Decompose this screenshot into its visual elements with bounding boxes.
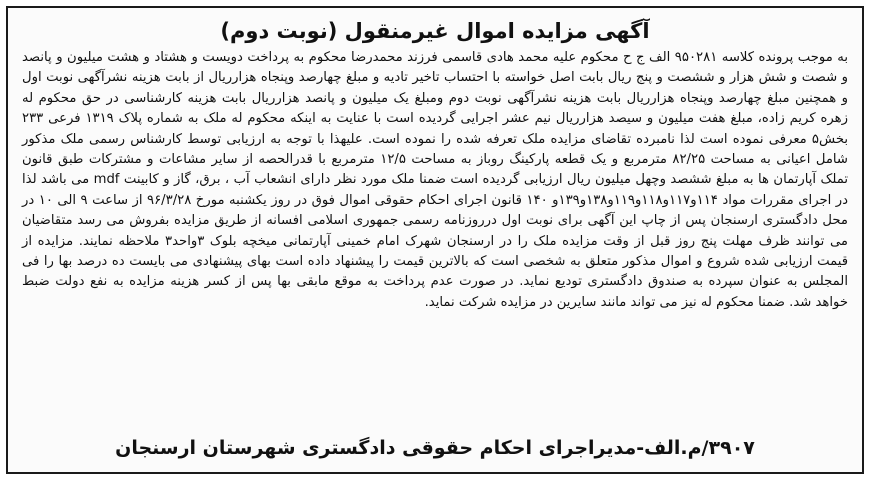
auction-notice — [6, 6, 864, 474]
notice-footer-signature: ۳۹۰۷/م.الف-مدیراجرای احکام حقوقی دادگستری شهرستان ارسنجان — [115, 437, 755, 459]
notice-body: به موجب پرونده کلاسه ۹۵۰۲۸۱ الف ج ح محکوم علیه محمد هادی قاسمی فرزند محمدرضا محکوم به پرداخت دویست و هشتاد و هشت میلیون و پانصد و شصت و شش هزار و ششصت و پنج ریال بابت اصل خواسته با احتساب تاخیر تادیه و مبلغ چهارصد وپنجاه هزارریال از بابت هزینه نشرآگهی نوبت اول و همچنین مبلغ چهارصد وپنجاه هزارریال بابت هزینه نشرآگهی نوبت دوم ومبلغ یک میلیون و پانصد هزارریال بابت هزینه کارشناسی در حق محکوم له زهره کریم زاده، مبلغ هفت میلیون و سیصد هزارریال نیم عشر اجرایی گردیده است با عنایت به اینکه محکوم له ملک به شماره پلاک ۱۳۱۹ فرعی ۲۳۳ بخش۵ معرفی نموده است لذا نامبرده تقاضای مزایده ملک تعرفه شده را نموده است. علیهذا با توجه به ارزیابی توسط کارشناس رسمی ملک مذکور شامل اعیانی به مساحت ۸۲/۲۵ مترمربع و یک قطعه پارکینگ روباز به مساحت ۱۲/۵ مترمربع با قدرالحصه از سایر مشاعات و مشترکات طبق قانون تملک آپارتمان ها به مبلغ ششصد وچهل میلیون ریال ارزیابی گردیده است ضمنا ملک مورد نظر دارای انشعاب آب ، برق، گاز و کابینت mdf می باشد لذا در اجرای مقررات مواد ۱۱۴و۱۱۷و۱۱۸و۱۱۹و۱۳۸و۱۳۹و ۱۴۰ قانون اجرای احکام حقوقی اموال فوق در روز یکشنبه مورخ ۹۶/۳/۲۸ از ساعت ۹ الی ۱۰ در محل دادگستری ارسنجان پس از چاپ این آگهی برای نوبت اول درروزنامه رسمی جمهوری اسلامی افسانه از طریق مزایده بفروش می رسد متقاضیان می توانند ظرف مهلت پنج روز قبل از وقت مزایده ملک را در ارسنجان شهرک امام خمینی آپارتمانی میخچه بلوک ۳واحد۳ ملاحظه نمایند. مزایده از قیمت ارزیابی شده شروع و اموال مذکور متعلق به شخصی است که بالاترین قیمت را پیشنهاد داده است بهای پیشنهادی می بایست ده درصد بها را فی المجلس به عنوان سپرده به صندوق دادگستری تودیع نماید. در صورت عدم پرداخت به موقع مابقی بها پس از کسر هزینه مزایده به نفع دولت ضبط خواهد شد. ضمنا محکوم له نیز می تواند مانند سایرین در مزایده شرکت نماید. — [22, 50, 849, 310]
notice-title: آگهی مزایده اموال غیرمنقول (نوبت دوم) — [220, 19, 650, 43]
